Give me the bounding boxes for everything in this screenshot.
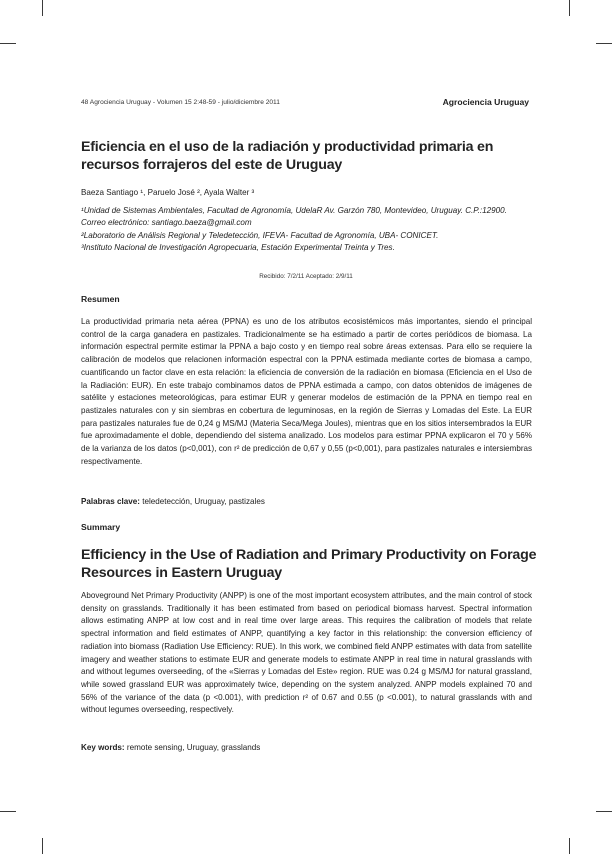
crop-mark (0, 811, 16, 812)
key-words (81, 743, 260, 752)
received-dates: Recibido: 7/2/11 Aceptado: 2/9/11 (259, 273, 353, 280)
crop-mark (596, 811, 612, 812)
palabras-clave (81, 497, 265, 506)
crop-mark (569, 0, 570, 16)
crop-mark (42, 838, 43, 854)
crop-mark (42, 0, 43, 16)
affiliation-3: ³Instituto Nacional de Investigación Agropecuaria, Estación Experimental Treinta y Tres. (81, 242, 395, 252)
affiliations (81, 205, 533, 254)
affiliation-1: ¹Unidad de Sistemas Ambientales, Facultad de Agronomía, UdelaR Av. Garzón 780, Montevideo, Uruguay. C.P.:12900. Correo electrónico: santiago.baeza@gmail.com (81, 206, 507, 228)
palabras-clave-label: Palabras clave: (81, 497, 140, 506)
summary-heading: Summary (81, 522, 121, 532)
affiliation-2: ²Laboratorio de Análisis Regional y Teledetección, IFEVA- Facultad de Agronomía, UBA- CONICET. (81, 230, 439, 240)
resumen-heading: Resumen (81, 294, 120, 304)
running-header: 48 Agrociencia Uruguay - Volumen 15 2:48-59 - julio/diciembre 2011 (81, 99, 280, 106)
summary-text: Aboveground Net Primary Productivity (ANPP) is one of the most important ecosystem attributes, and the main control of stock density on grasslands. Traditionally it has been estimated from based on periodical biomass harvest. Spectral information allows estimating ANPP at low cost and in real time over large areas. This requires the calibration of models that relate spectral information and field estimates of ANPP, quantifying a key factor in this relationship: the conversion efficiency of radiation into biomass (Radiation Use Efficiency: RUE). In this work, we combined field ANPP estimates with data from satellite imagery and weather stations to estimate EUR and generate models to estimate ANPP in real time in natural grasslands with and without legumes overseeding, of the «Sierras y Lomadas del Este» region. RUE was 0.24 g MS/MJ for natural grassland, while sowed grassland EUR was approximately twice, depending on the system analyzed. ANPP models explained 70 and 56% of the variance of the data (p <0.001), with prediction r² of 0.67 and 0.55 (p <0.001), to natural grasslands with and without legumes overseeding, respectively. (81, 591, 532, 715)
journal-name: Agrociencia Uruguay (442, 97, 529, 107)
crop-mark (569, 838, 570, 854)
authors: Baeza Santiago ¹, Paruelo José ², Ayala Walter ³ (81, 188, 255, 197)
palabras-clave-values: teledetección, Uruguay, pastizales (139, 497, 265, 506)
key-words-values: remote sensing, Uruguay, grasslands (124, 743, 261, 752)
crop-mark (0, 43, 16, 44)
article-title-es: Eficiencia en el uso de la radiación y productividad primaria en recursos forrajeros del este de Uruguay (81, 139, 494, 173)
key-words-label: Key words: (81, 743, 125, 752)
article-title-en: Efficiency in the Use of Radiation and Primary Productivity on Forage Resources in Eastern Uruguay (81, 547, 537, 581)
crop-mark (596, 43, 612, 44)
resumen-text: La productividad primaria neta aérea (PPNA) es uno de los atributos ecosistémicos más importantes, siendo el principal control de la carga ganadera en pastizales. Tradicionalmente se ha estimado a partir de cortes periódicos de biomasa. La información espectral permite estimar la PPNA a bajo costo y en tiempo real sobre áreas extensas. Para ello se requiere la calibración de modelos que relacionen información espectral con la PPNA estimada mediante cortes de biomasa a campo, cuantificando un factor clave en esta relación: la eficiencia de conversión de la radiación en biomasa (Eficiencia en el Uso de la Radiación: EUR). En este trabajo combinamos datos de PPNA estimada a campo, con datos obtenidos de imágenes de satélite y estaciones meteorológicas, para estimar EUR y generar modelos de estimación de la PPNA en tiempo real en pastizales naturales con y sin siembras en cobertura de leguminosas, en la región de Sierras y Lomadas del Este. La EUR para pastizales naturales fue de 0,24 g MS/MJ (Materia Seca/Mega Joules), mientras que en los sitios intersembrados la EUR fue aproximadamente el doble, dependiendo del sistema analizado. Los modelos para estimar PPNA explicaron el 70 y 56% de la varianza de los datos (p<0,001), con r² de predicción de 0,67 y 0,55 (p<0,001), para pastizales naturales e intersiembras respectivamente. (81, 317, 532, 466)
